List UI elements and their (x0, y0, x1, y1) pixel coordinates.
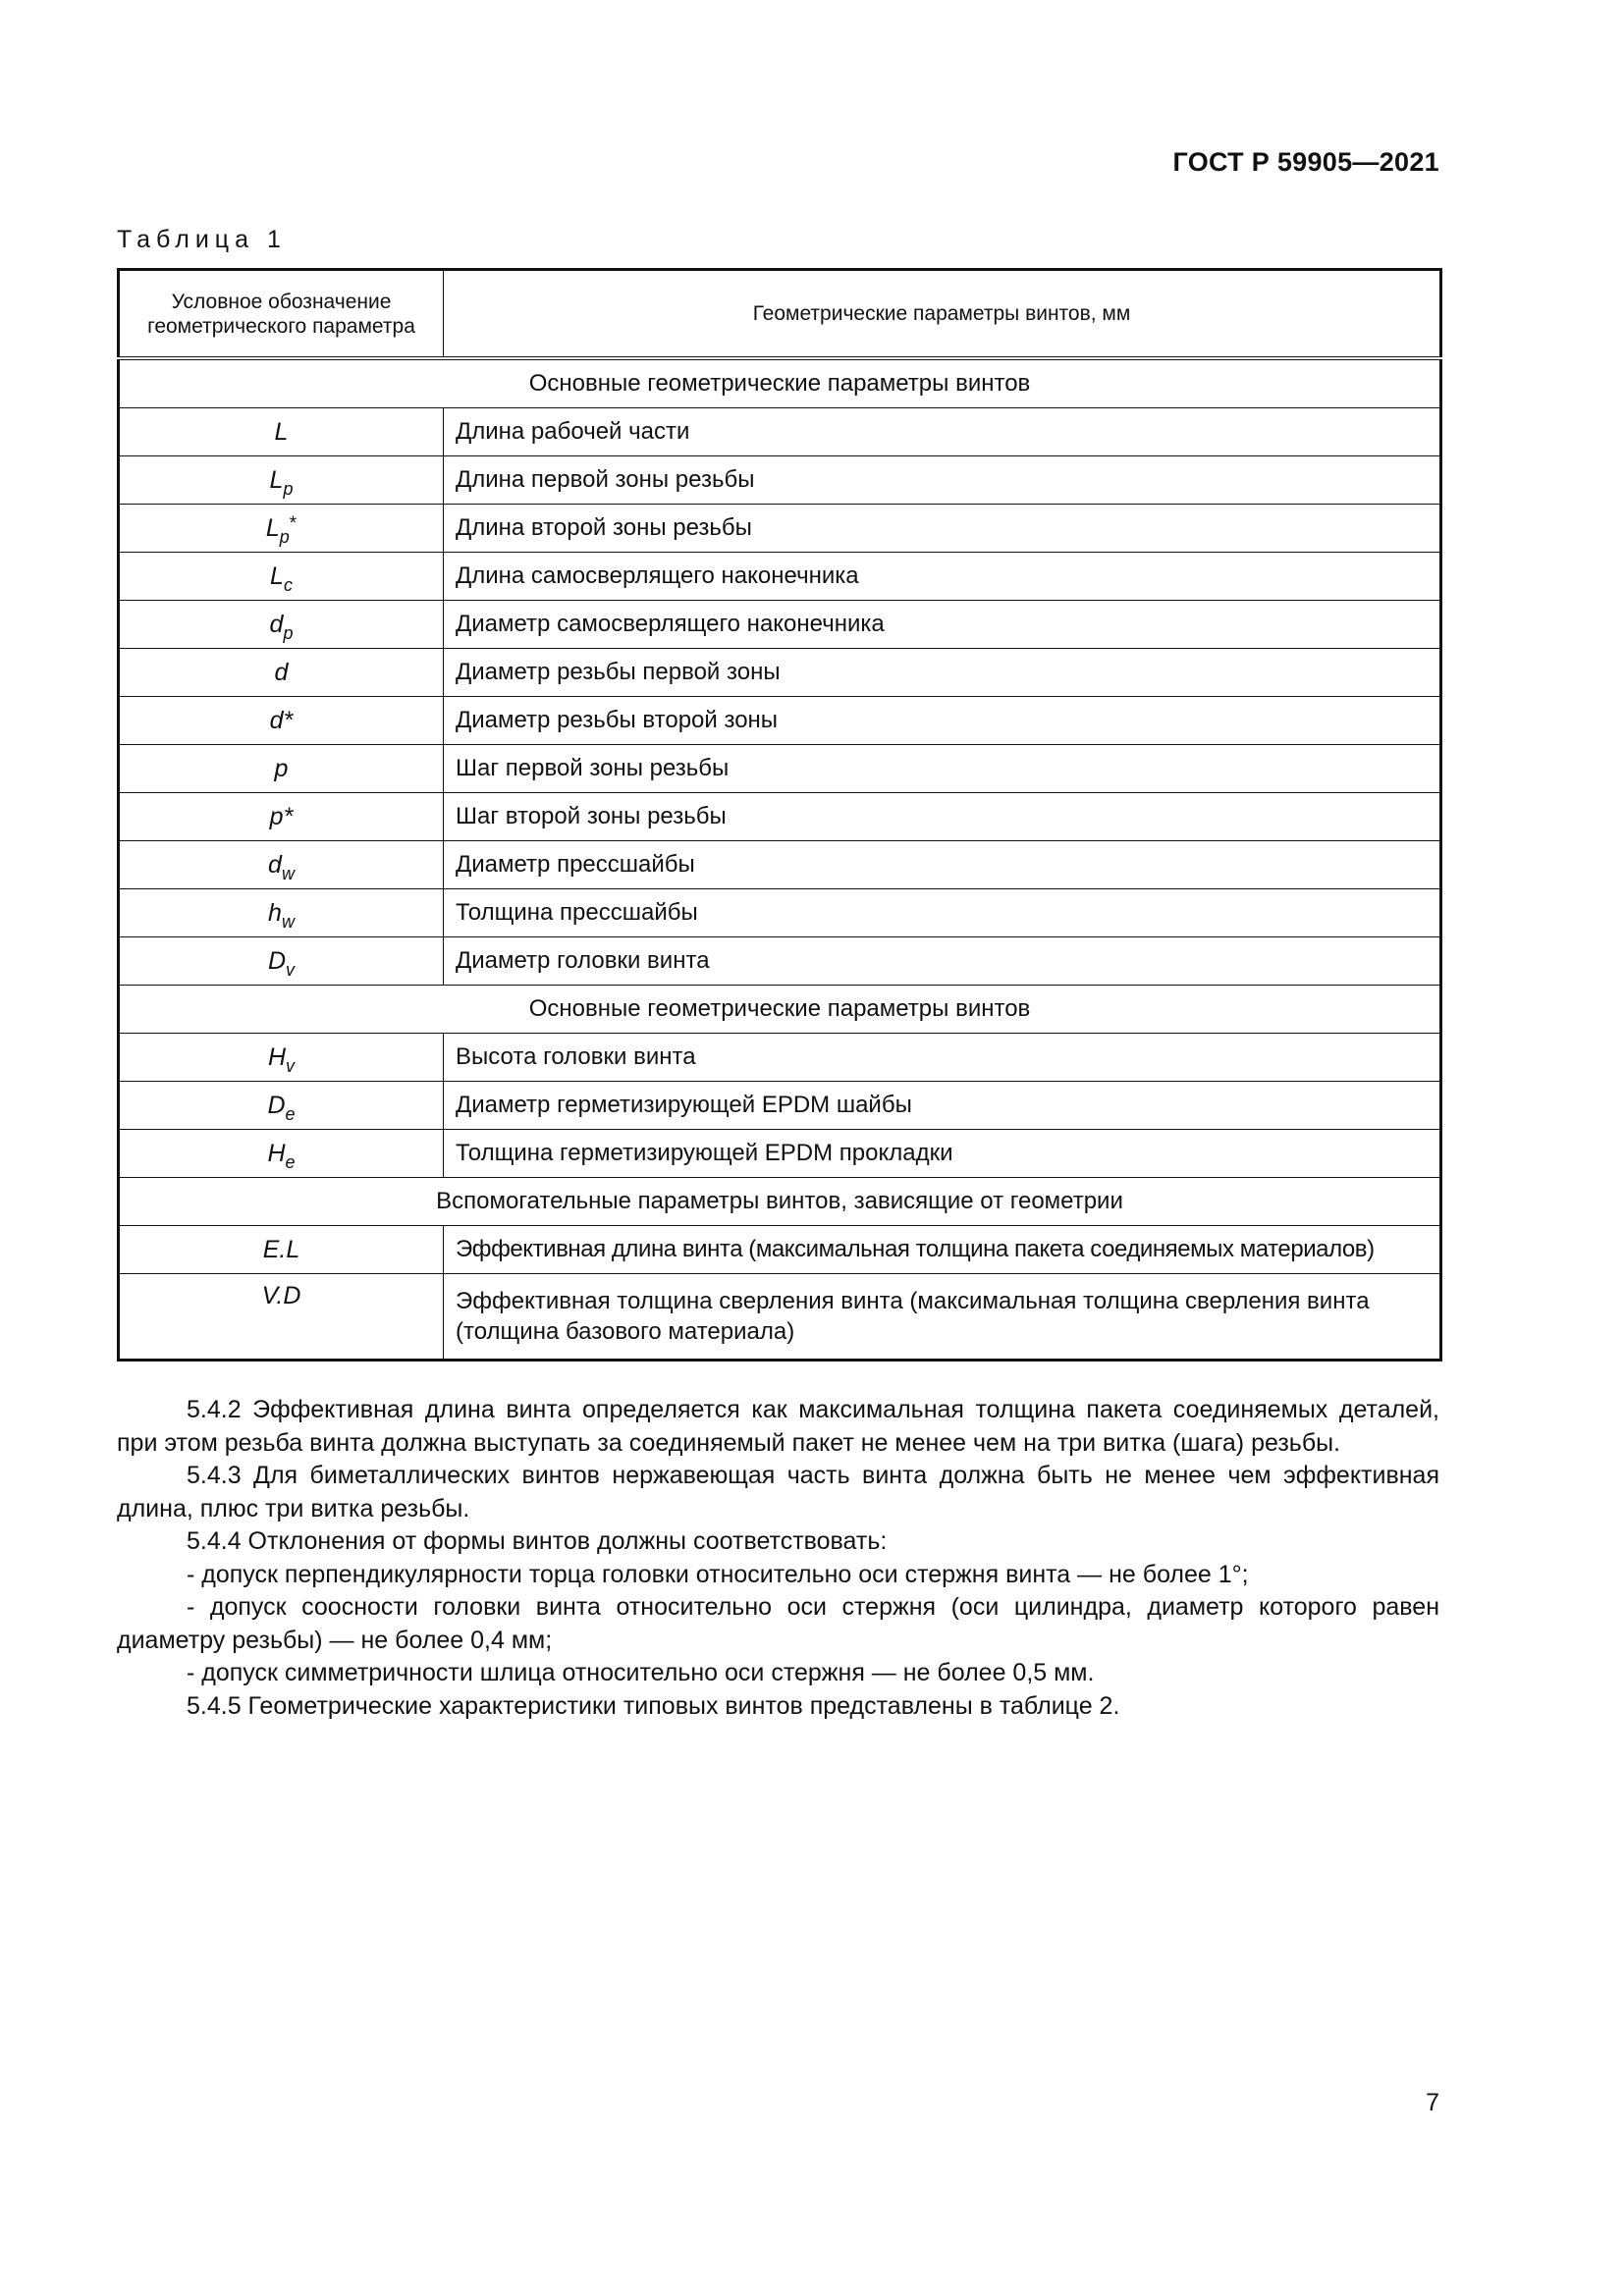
table-row (119, 1034, 1441, 1082)
page-number: 7 (1426, 2089, 1439, 2116)
table-row (119, 793, 1441, 841)
table-row (119, 553, 1441, 601)
parameter-description: Диаметр прессшайбы (444, 841, 1441, 889)
parameter-description: Шаг первой зоны резьбы (444, 745, 1441, 793)
parameter-symbol: $L_p$ (119, 456, 444, 505)
parameter-description: Эффективная длина винта (максимальная толщина пакета соединяемых материалов) (444, 1226, 1441, 1274)
parameter-symbol: $H_v$ (119, 1034, 444, 1082)
table-section-row (119, 358, 1441, 408)
parameter-description: Толщина герметизирующей EPDM прокладки (444, 1130, 1441, 1178)
parameter-symbol: V.D (119, 1274, 444, 1361)
table-row (119, 841, 1441, 889)
table-row (119, 601, 1441, 649)
parameter-symbol: p* (119, 793, 444, 841)
table-section-row (119, 1178, 1441, 1226)
table-row (119, 889, 1441, 937)
table-row (119, 697, 1441, 745)
section-title: Основные геометрические параметры винтов (119, 358, 1441, 408)
list-item: - допуск симметричности шлица относительно оси стержня — не более 0,5 мм. (187, 1659, 1095, 1686)
parameters-table (117, 268, 1442, 1362)
parameter-symbol: $H_e$ (119, 1130, 444, 1178)
parameter-symbol: $d_p$ (119, 601, 444, 649)
table-row (119, 505, 1441, 553)
table-row (119, 937, 1441, 986)
parameter-symbol: p (119, 745, 444, 793)
parameter-description: Диаметр резьбы второй зоны (444, 697, 1441, 745)
parameter-symbol: $h_w$ (119, 889, 444, 937)
parameter-description: Длина рабочей части (444, 408, 1441, 456)
parameter-symbol: L (119, 408, 444, 456)
parameter-symbol: $D_v$ (119, 937, 444, 986)
body-text (117, 1394, 1439, 1723)
parameter-description: Эффективная толщина сверления винта (максимальная толщина сверления винта (толщина базового материала) (444, 1274, 1441, 1361)
column-header-symbol: Условное обозначение геометрического параметра (119, 270, 444, 359)
parameter-description: Длина самосверлящего наконечника (444, 553, 1441, 601)
table-row (119, 1274, 1441, 1361)
paragraph: 5.4.3 Для биметаллических винтов нержавеющая часть винта должна быть не менее чем эффективная длина, плюс три витка резьбы. (117, 1462, 1439, 1522)
parameter-description: Диаметр герметизирующей EPDM шайбы (444, 1082, 1441, 1130)
parameter-description: Шаг второй зоны резьбы (444, 793, 1441, 841)
parameter-symbol: E.L (119, 1226, 444, 1274)
table-row (119, 1130, 1441, 1178)
table-row (119, 408, 1441, 456)
list-item: - допуск соосности головки винта относительно оси стержня (оси цилиндра, диаметр которого равен диаметру резьбы) — не более 0,4 мм; (117, 1593, 1439, 1654)
paragraph: 5.4.4 Отклонения от формы винтов должны соответствовать: (187, 1527, 888, 1555)
parameter-description: Диаметр резьбы первой зоны (444, 649, 1441, 697)
section-title: Основные геометрические параметры винтов (119, 986, 1441, 1034)
parameter-symbol: $D_e$ (119, 1082, 444, 1130)
table-row (119, 456, 1441, 505)
parameter-symbol: $d_w$ (119, 841, 444, 889)
parameter-description: Длина первой зоны резьбы (444, 456, 1441, 505)
parameter-description: Диаметр самосверлящего наконечника (444, 601, 1441, 649)
table-row (119, 745, 1441, 793)
paragraph: 5.4.2 Эффективная длина винта определяется как максимальная толщина пакета соединяемых деталей, при этом резьба винта должна выступать за соединяемый пакет не менее чем на три витка (шага) резьбы. (117, 1396, 1439, 1457)
parameter-description: Толщина прессшайбы (444, 889, 1441, 937)
table-row (119, 1226, 1441, 1274)
parameter-description: Высота головки винта (444, 1034, 1441, 1082)
list-item: - допуск перпендикулярности торца головки относительно оси стержня винта — не более 1°; (187, 1560, 1249, 1588)
parameter-symbol: d* (119, 697, 444, 745)
table-header-row (119, 270, 1441, 359)
parameter-symbol: $L_c$ (119, 553, 444, 601)
table-row (119, 1082, 1441, 1130)
document-code: ГОСТ Р 59905—2021 (1172, 147, 1439, 177)
parameter-description: Диаметр головки винта (444, 937, 1441, 986)
table-row (119, 649, 1441, 697)
parameter-symbol: $L_p^*$ (119, 505, 444, 553)
table-caption: Таблица 1 (117, 226, 287, 253)
column-header-parameters: Геометрические параметры винтов, мм (444, 270, 1441, 359)
section-title: Вспомогательные параметры винтов, зависящие от геометрии (119, 1178, 1441, 1226)
parameter-description: Длина второй зоны резьбы (444, 505, 1441, 553)
table-section-row (119, 986, 1441, 1034)
paragraph: 5.4.5 Геометрические характеристики типовых винтов представлены в таблице 2. (187, 1691, 1120, 1720)
parameter-symbol: d (119, 649, 444, 697)
